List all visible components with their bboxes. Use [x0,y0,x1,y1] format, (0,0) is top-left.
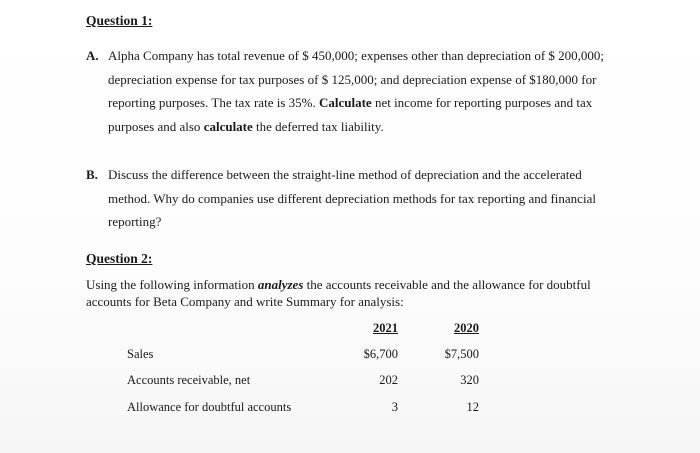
part-a-line-3 [108,91,668,115]
row-allowance-2020: 12 [466,400,479,414]
question-2-intro [86,276,646,310]
header-2021: 2021 [373,321,398,335]
row-ar-2021: 202 [379,373,398,387]
question-2-title: Question 2: [86,251,153,266]
calculate-bold-2: calculate [203,118,253,134]
row-ar-label: Accounts receivable, net [127,373,251,387]
part-b-letter: B. [86,167,98,182]
intro-line-2: accounts for Beta Company and write Summary for analysis: [86,294,404,309]
calculate-bold-1: Calculate [318,95,372,110]
row-allowance-label: Allowance for doubtful accounts [127,400,292,414]
part-a-text [108,44,668,138]
part-a-line-4 [108,115,668,139]
header-2020: 2020 [454,321,479,335]
intro-end: the accounts receivable and the allowance for doubtful [303,277,591,292]
row-sales-2021: $6,700 [363,347,398,361]
part-b-line-2: method. Why do companies use different depreciation methods for tax reporting and financial [108,190,596,206]
part-a-line-3-start: reporting purposes. The tax rate is 35%. [108,95,319,110]
part-b-line-1: Discuss the difference between the straight-line method of depreciation and the accelerated [108,167,582,182]
part-b-text [108,163,668,234]
row-ar-2020: 320 [460,373,479,387]
part-a-line-1: Alpha Company has total revenue of $ 450,000; expenses other than depreciation of $ 200,000; [108,48,605,63]
part-a-line-3-end: net income for reporting purposes and tax [371,95,593,110]
intro-start: Using the following information [86,277,258,292]
question-1-title: Question 1: [86,13,153,28]
row-allowance-2021: 3 [391,400,398,414]
intro-line-1 [86,276,646,293]
part-a-line-4-start: purposes and also [108,118,204,134]
part-a-line-4-end: the deferred tax liability. [252,118,384,134]
row-sales-2020: $7,500 [444,347,479,361]
part-b-line-3: reporting? [108,214,162,229]
analyzes-emphasis: analyzes [257,277,304,292]
row-sales-label: Sales [127,347,154,361]
part-a-letter: A. [86,48,99,63]
part-a-line-2: depreciation expense for tax purposes of $ 125,000; and depreciation expense of $180,000 for [108,71,597,87]
